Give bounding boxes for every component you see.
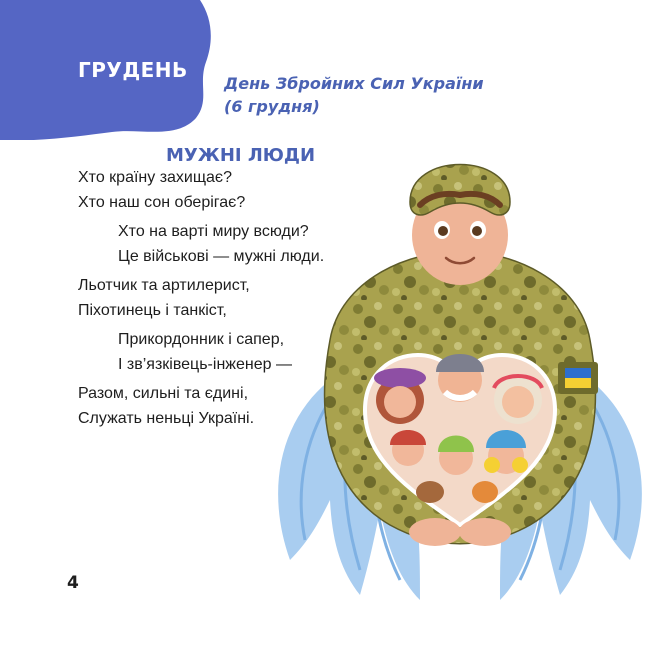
poem-title: МУЖНІ ЛЮДИ xyxy=(166,145,316,166)
holiday-name: День Збройних Сил України xyxy=(224,74,484,93)
poem-line: Хто країну захищає? xyxy=(78,169,232,186)
soldier-head xyxy=(410,165,510,286)
poem-line: Хто наш сон оберігає? xyxy=(78,193,246,211)
poem-line: Разом, сильні та єдині, xyxy=(78,385,249,402)
month-title: ГРУДЕНЬ xyxy=(78,58,188,82)
poem-line: І зв’язківець-інженер — xyxy=(118,355,292,373)
poem-line: Хто на варті миру всюди? xyxy=(118,223,309,240)
page-number: 4 xyxy=(67,573,79,593)
poem-line: Служать неньці Україні. xyxy=(78,409,255,427)
soldier-family-illustration xyxy=(270,140,650,610)
holiday-date: (6 грудня) xyxy=(224,97,320,116)
poem-line: Це військові — мужні люди. xyxy=(118,247,325,265)
ukraine-flag-patch-icon xyxy=(558,362,598,394)
poem-line: Піхотинець і танкіст, xyxy=(78,301,227,319)
poem-line: Льотчик та артилерист, xyxy=(78,277,250,294)
holiday-subtitle xyxy=(224,72,484,118)
poem-line: Прикордонник і сапер, xyxy=(118,331,285,348)
